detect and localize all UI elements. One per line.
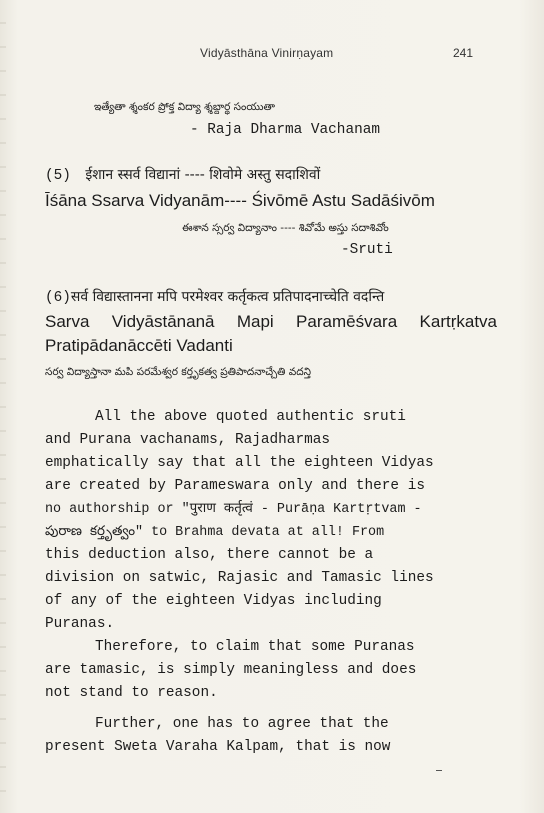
paragraph-line: this deduction also, there cannot be a (45, 547, 374, 563)
paragraph-therefore (45, 636, 495, 705)
paragraph-line: పురాణ కర్తృత్వం" to Brahma devata at all! From (45, 525, 385, 540)
verse-5-label: (5) (45, 168, 71, 184)
verse-5-devanagari (45, 165, 320, 188)
page-number: 241 (453, 46, 474, 60)
paragraph-line: of any of the eighteen Vidyas including (45, 593, 382, 609)
telugu-quote-line: ఇత్యేతా శ్శంకర ప్రోక్త విద్యా శ్శబ్దార్థ సంయుతా (94, 101, 275, 113)
paragraph-line: are created by Parameswara only and there is (45, 478, 425, 494)
verse-5-telugu: ఈశాన స్సర్వ విద్యానాం ---- శివోమే అస్తు సదాశివోం (182, 222, 389, 234)
paragraph-authorship (45, 406, 495, 636)
verse-6-label: (6) (45, 290, 71, 306)
binding-edge (0, 0, 6, 813)
paragraph-further (45, 713, 495, 759)
paragraph-line: no authorship or "पुराण कर्तृत्वं - Purāṇa Kartṛtvam - (45, 502, 422, 517)
verse-5-transliteration: Īśāna Ssarva Vidyanām---- Śivōmē Astu Sadāśivōm (45, 191, 435, 210)
page-header (0, 46, 544, 66)
running-title: Vidyāsthāna Vinirṇayam (200, 46, 334, 60)
verse-5-source: -Sruti (341, 242, 393, 258)
paragraph-line: division on satwic, Rajasic and Tamasic lines (45, 570, 434, 586)
paragraph-line: present Sweta Varaha Kalpam, that is now (45, 739, 391, 755)
verse-6-telugu: సర్వ విద్యాస్తానా మపి పరమేశ్వర కర్తృకత్వ ప్రతిపాదనాచ్చేతి వదన్తి (45, 366, 311, 378)
quote-source-raja-dharma: - Raja Dharma Vachanam (190, 122, 380, 138)
paragraph-line: Further, one has to agree that the (95, 716, 389, 732)
paragraph-line: All the above quoted authentic sruti (95, 409, 406, 425)
paragraph-line: are tamasic, is simply meaningless and does (45, 662, 417, 678)
paragraph-line: not stand to reason. (45, 685, 218, 701)
paragraph-line: emphatically say that all the eighteen Vidyas (45, 455, 434, 471)
verse-6-devanagari (45, 287, 384, 310)
verse-6-devanagari-text: सर्व विद्यास्तानना मपि परमेश्वर कर्तृकत्व प्रतिपादनाच्चेति वदन्ति (70, 289, 385, 305)
verse-6-transliteration-line-1: Sarva Vidyāstānanā Mapi Paramēśvara Kartṛkatva (45, 312, 497, 331)
page-mark (436, 770, 442, 771)
paragraph-line: Puranas. (45, 616, 115, 632)
verse-6-transliteration-line-2: Pratipādanāccēti Vadanti (45, 336, 233, 355)
paragraph-line: and Purana vachanams, Rajadharmas (45, 432, 330, 448)
paragraph-line: Therefore, to claim that some Puranas (95, 639, 415, 655)
verse-5-devanagari-text: ईशान स्सर्व विद्यानां ---- शिवोमे अस्तु सदाशिवों (85, 167, 321, 183)
